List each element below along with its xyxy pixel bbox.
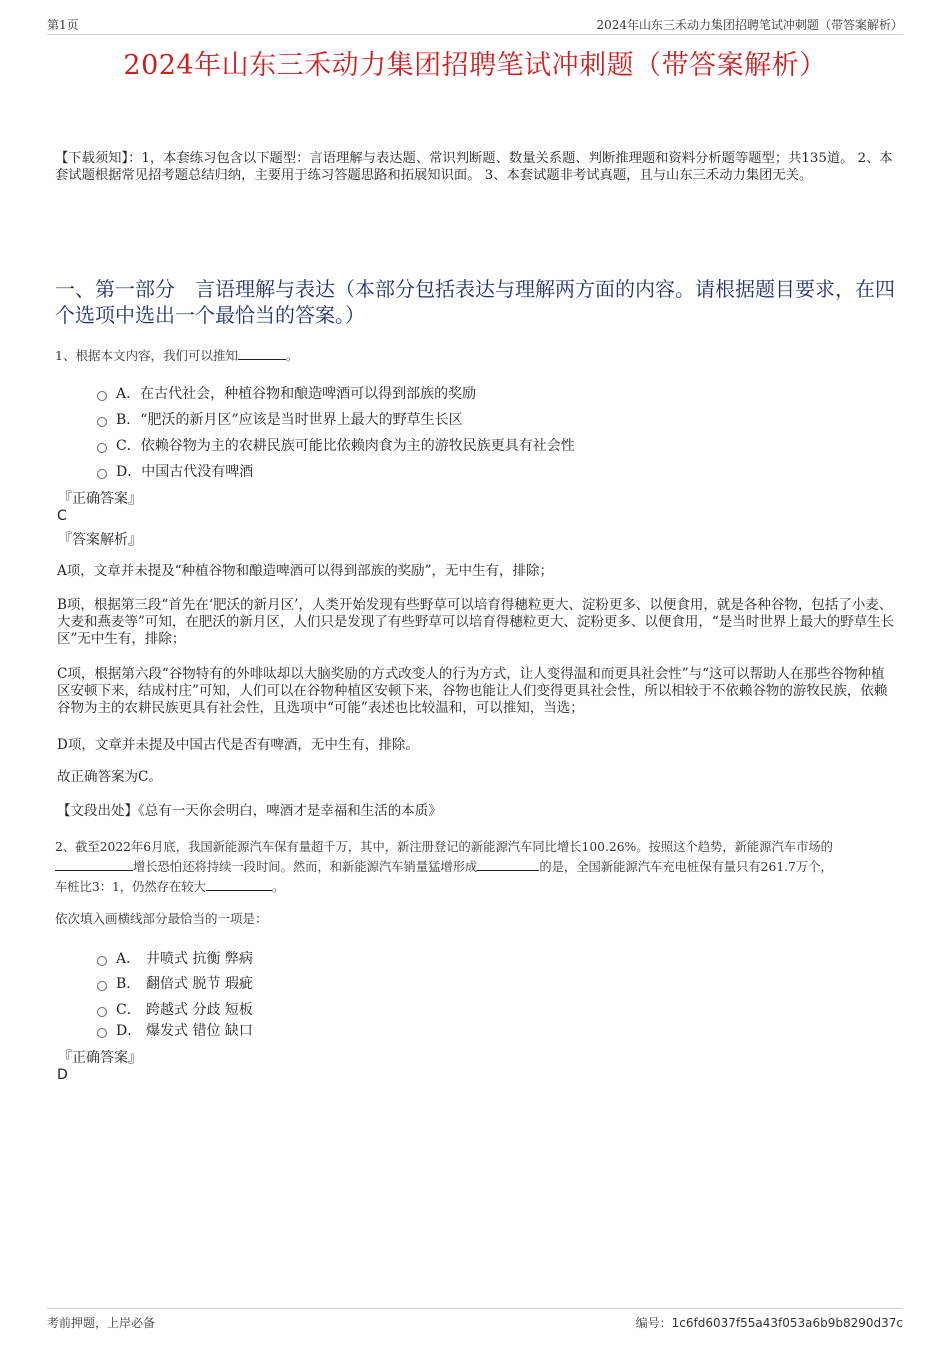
question-2-line-2	[55, 857, 900, 877]
q1-source: 【文段出处】《总有一天你会明白，啤酒才是幸福和生活的本质》	[57, 803, 442, 819]
page-header	[47, 14, 903, 35]
q2-answer: D	[57, 1067, 68, 1083]
option-letter: C．	[116, 438, 141, 454]
option-letter: A．	[116, 386, 141, 402]
option-text: 依赖谷物为主的农耕民族可能比依赖肉食为主的游牧民族更具有社会性	[140, 438, 575, 454]
question-2-stem	[55, 837, 900, 897]
footer-code	[636, 1314, 903, 1331]
q2-option-a[interactable]	[97, 948, 253, 968]
option-text: 井喷式 抗衡 弊病	[146, 951, 253, 967]
page-number: 第1页	[47, 18, 79, 32]
radio-icon[interactable]	[97, 981, 107, 991]
radio-icon[interactable]	[97, 443, 107, 453]
radio-icon[interactable]	[97, 956, 107, 966]
question-2-line-3	[55, 877, 900, 897]
option-text: 翻倍式 脱节 瑕疵	[146, 976, 253, 992]
q1-analysis-b: B项，根据第三段“首先在‘肥沃的新月区’，人类开始发现有些野草可以培育得穗粒更大、淀粉更多、以便食用，就是各种谷物，包括了小麦、大麦和燕麦等”可知，在肥沃的新月区，人们只是发现了有些野草可以培育得穗粒更大、淀粉更多、以便食用，“是当时世界上最大的野草生长区”无中生有，排除；	[57, 597, 895, 647]
option-text: 爆发式 错位 缺口	[146, 1023, 253, 1039]
q1-analysis-label: 『答案解析』	[58, 532, 142, 548]
q1-answer-label: 『正确答案』	[58, 491, 142, 507]
question-2-text: 的是，全国新能源汽车充电桩保有量只有261.7万个，	[539, 860, 833, 874]
radio-icon[interactable]	[97, 391, 107, 401]
document-title: 2024年山东三禾动力集团招聘笔试冲刺题（带答案解析）	[123, 50, 827, 81]
option-letter: C．	[116, 1002, 141, 1018]
q2-option-b[interactable]	[97, 973, 253, 993]
q1-analysis-a: A项，文章并未提及“种植谷物和酿造啤酒可以得到部族的奖励”，无中生有，排除；	[57, 563, 554, 579]
question-2-text: 车桩比3：1，仍然存在较大	[55, 880, 206, 894]
answer-blank	[238, 347, 286, 360]
option-letter: B．	[116, 976, 141, 992]
question-2-text: 增长恐怕还将持续一段时间。然而，和新能源汽车销量猛增形成	[133, 860, 478, 874]
code-value: 1c6fd6037f55a43f053a6b9b8290d37c	[671, 1316, 903, 1330]
q1-answer: C	[57, 508, 67, 524]
option-text: “肥沃的新月区”应该是当时世界上最大的野草生长区	[140, 412, 463, 428]
question-2-text: 。	[271, 880, 285, 894]
option-letter: B．	[116, 412, 141, 428]
q2-option-d[interactable]	[97, 1020, 253, 1040]
q1-option-c[interactable]	[97, 435, 575, 455]
q1-conclusion: 故正确答案为C。	[57, 769, 162, 785]
q1-option-b[interactable]	[97, 409, 463, 429]
question-1-text: 1、根据本文内容，我们可以推知	[55, 348, 238, 363]
code-label: 编号：	[635, 1316, 672, 1330]
q2-answer-label: 『正确答案』	[58, 1050, 142, 1066]
answer-blank	[55, 858, 133, 871]
q1-analysis-d: D项，文章并未提及中国古代是否有啤酒，无中生有，排除。	[57, 737, 419, 753]
question-1-stem	[55, 346, 900, 366]
footer-slogan: 考前押题，上岸必备	[47, 1316, 156, 1330]
answer-blank	[206, 878, 272, 891]
option-letter: D．	[116, 1023, 142, 1039]
radio-icon[interactable]	[97, 469, 107, 479]
q2-option-c[interactable]	[97, 999, 253, 1019]
section-heading: 一、第一部分 言语理解与表达（本部分包括表达与理解两方面的内容。请根据题目要求，在四个选项中选出一个最恰当的答案。）	[55, 277, 895, 327]
radio-icon[interactable]	[97, 1028, 107, 1038]
question-1-end: 。	[285, 348, 299, 363]
header-doc-title: 2024年山东三禾动力集团招聘笔试冲刺题（带答案解析）	[596, 18, 903, 32]
option-text: 中国古代没有啤酒	[141, 464, 254, 480]
question-2-instruction: 依次填入画横线部分最恰当的一项是：	[55, 911, 268, 926]
option-letter: A．	[116, 951, 141, 967]
q1-option-d[interactable]	[97, 461, 253, 481]
answer-blank	[477, 858, 539, 871]
page-footer	[47, 1308, 903, 1334]
q1-option-a[interactable]	[97, 383, 476, 403]
option-text: 在古代社会，种植谷物和酿造啤酒可以得到部族的奖励	[140, 386, 477, 402]
option-letter: D．	[116, 464, 142, 480]
q1-analysis-c: C项，根据第六段“谷物特有的外啡呔却以大脑奖励的方式改变人的行为方式，让人变得温和而更具社会性”与“这可以帮助人在那些谷物种植区安顿下来，结成村庄”可知，人们可以在谷物种植区安顿下来，谷物也能让人们变得更具社会性，所以相较于不依赖谷物的游牧民族，依赖谷物为主的农耕民族更具有社会性，且选项中“可能”表述也比较温和，可以推知，当选；	[57, 666, 888, 716]
question-2-line-1: 2、截至2022年6月底，我国新能源汽车保有量超千万，其中，新注册登记的新能源汽车同比增长100.26%。按照这个趋势，新能源汽车市场的	[55, 840, 833, 854]
download-notice: 【下载须知】：1，本套练习包含以下题型：言语理解与表达题、常识判断题、数量关系题、判断推理题和资料分析题等题型；共135道。 2、本套试题根据常见招考题总结归纳，主要用于练习答题思路和拓展知识面。 3、本套试题非考试真题，且与山东三禾动力集团无关。	[55, 151, 893, 183]
option-text: 跨越式 分歧 短板	[146, 1002, 253, 1018]
radio-icon[interactable]	[97, 417, 107, 427]
radio-icon[interactable]	[97, 1007, 107, 1017]
